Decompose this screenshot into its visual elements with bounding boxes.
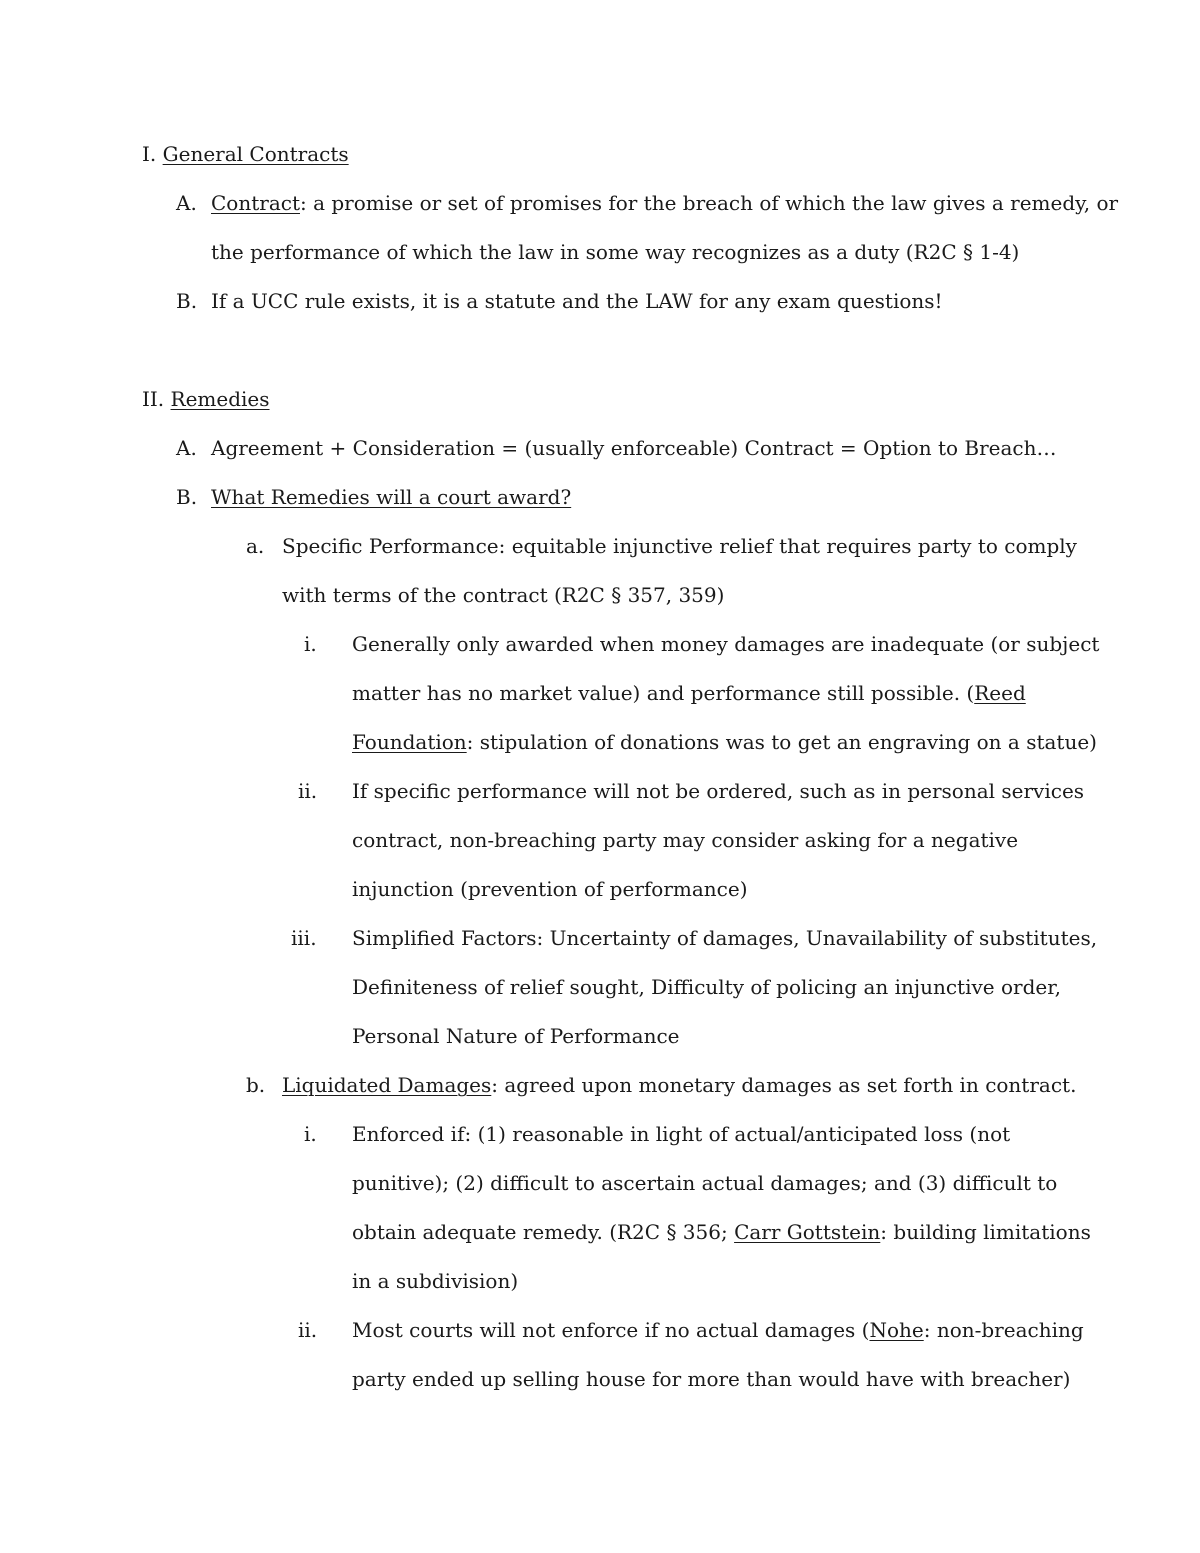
item-b-i-line2: punitive); (2) difficult to ascertain actual damages; and (3) difficult to [352, 1171, 1058, 1195]
item-b-i-line4: in a subdivision) [352, 1269, 519, 1293]
section-1-heading [142, 140, 349, 168]
item-b-i-marker: i. [304, 1122, 317, 1146]
liquidated-damages-term: Liquidated Damages [282, 1073, 492, 1097]
item-b-line1: Liquidated Damages: agreed upon monetary damages as set forth in contract. [282, 1073, 1077, 1097]
section-2-title: Remedies [170, 387, 270, 411]
item-a-ii-line3: injunction (prevention of performance) [352, 877, 748, 901]
item-a-ii-marker: ii. [298, 779, 318, 803]
item-a-ii-line2: contract, non-breaching party may consider asking for a negative [352, 828, 1019, 852]
item-b-marker: b. [246, 1073, 266, 1097]
section-2-heading [142, 385, 270, 413]
item-a-i-line2: matter has no market value) and performance still possible. (Reed [352, 681, 1026, 705]
section-1-title: General Contracts [162, 142, 349, 166]
item-a-iii-line3: Personal Nature of Performance [352, 1024, 680, 1048]
item-b-ii-marker: ii. [298, 1318, 318, 1342]
section-2-B-title: What Remedies will a court award? [211, 485, 572, 509]
section-2-numeral: II. [142, 387, 165, 411]
item-a-line1: Specific Performance: equitable injunctive relief that requires party to comply [282, 534, 1077, 558]
case-nohe: Nohe [869, 1318, 924, 1342]
item-b-ii-line1: Most courts will not enforce if no actual damages (Nohe: non-breaching [352, 1318, 1084, 1342]
section-1-A-line2: the performance of which the law in some way recognizes as a duty (R2C § 1-4) [211, 240, 1020, 264]
section-1-A-marker: A. [176, 191, 197, 215]
item-a-line2: with terms of the contract (R2C § 357, 359) [282, 583, 725, 607]
item-a-marker: a. [246, 534, 265, 558]
section-1-numeral: I. [142, 142, 157, 166]
section-1-B-text: If a UCC rule exists, it is a statute and the LAW for any exam questions! [211, 289, 943, 313]
section-1-B-marker: B. [176, 289, 198, 313]
section-2-A-text: Agreement + Consideration = (usually enforceable) Contract = Option to Breach… [211, 436, 1057, 460]
item-a-i-line1: Generally only awarded when money damages are inadequate (or subject [352, 632, 1100, 656]
item-b-i-line3: obtain adequate remedy. (R2C § 356; Carr Gottstein: building limitations [352, 1220, 1091, 1244]
item-a-iii-line1: Simplified Factors: Uncertainty of damages, Unavailability of substitutes, [352, 926, 1098, 950]
item-a-i-marker: i. [304, 632, 317, 656]
item-a-iii-marker: iii. [291, 926, 317, 950]
item-b-ii-line2: party ended up selling house for more than would have with breacher) [352, 1367, 1071, 1391]
item-a-i-line3: Foundation: stipulation of donations was to get an engraving on a statue) [352, 730, 1097, 754]
item-a-iii-line2: Definiteness of relief sought, Difficulty of policing an injunctive order, [352, 975, 1061, 999]
section-1-A-line1: Contract: a promise or set of promises for the breach of which the law gives a remedy, or [211, 191, 1119, 215]
item-a-ii-line1: If specific performance will not be ordered, such as in personal services [352, 779, 1085, 803]
case-carr-gottstein: Carr Gottstein [734, 1220, 881, 1244]
section-2-A-marker: A. [176, 436, 197, 460]
contract-term: Contract [211, 191, 300, 215]
item-b-i-line1: Enforced if: (1) reasonable in light of actual/anticipated loss (not [352, 1122, 1011, 1146]
section-2-B-marker: B. [176, 485, 198, 509]
case-reed: Reed [974, 681, 1026, 705]
case-foundation: Foundation [352, 730, 467, 754]
